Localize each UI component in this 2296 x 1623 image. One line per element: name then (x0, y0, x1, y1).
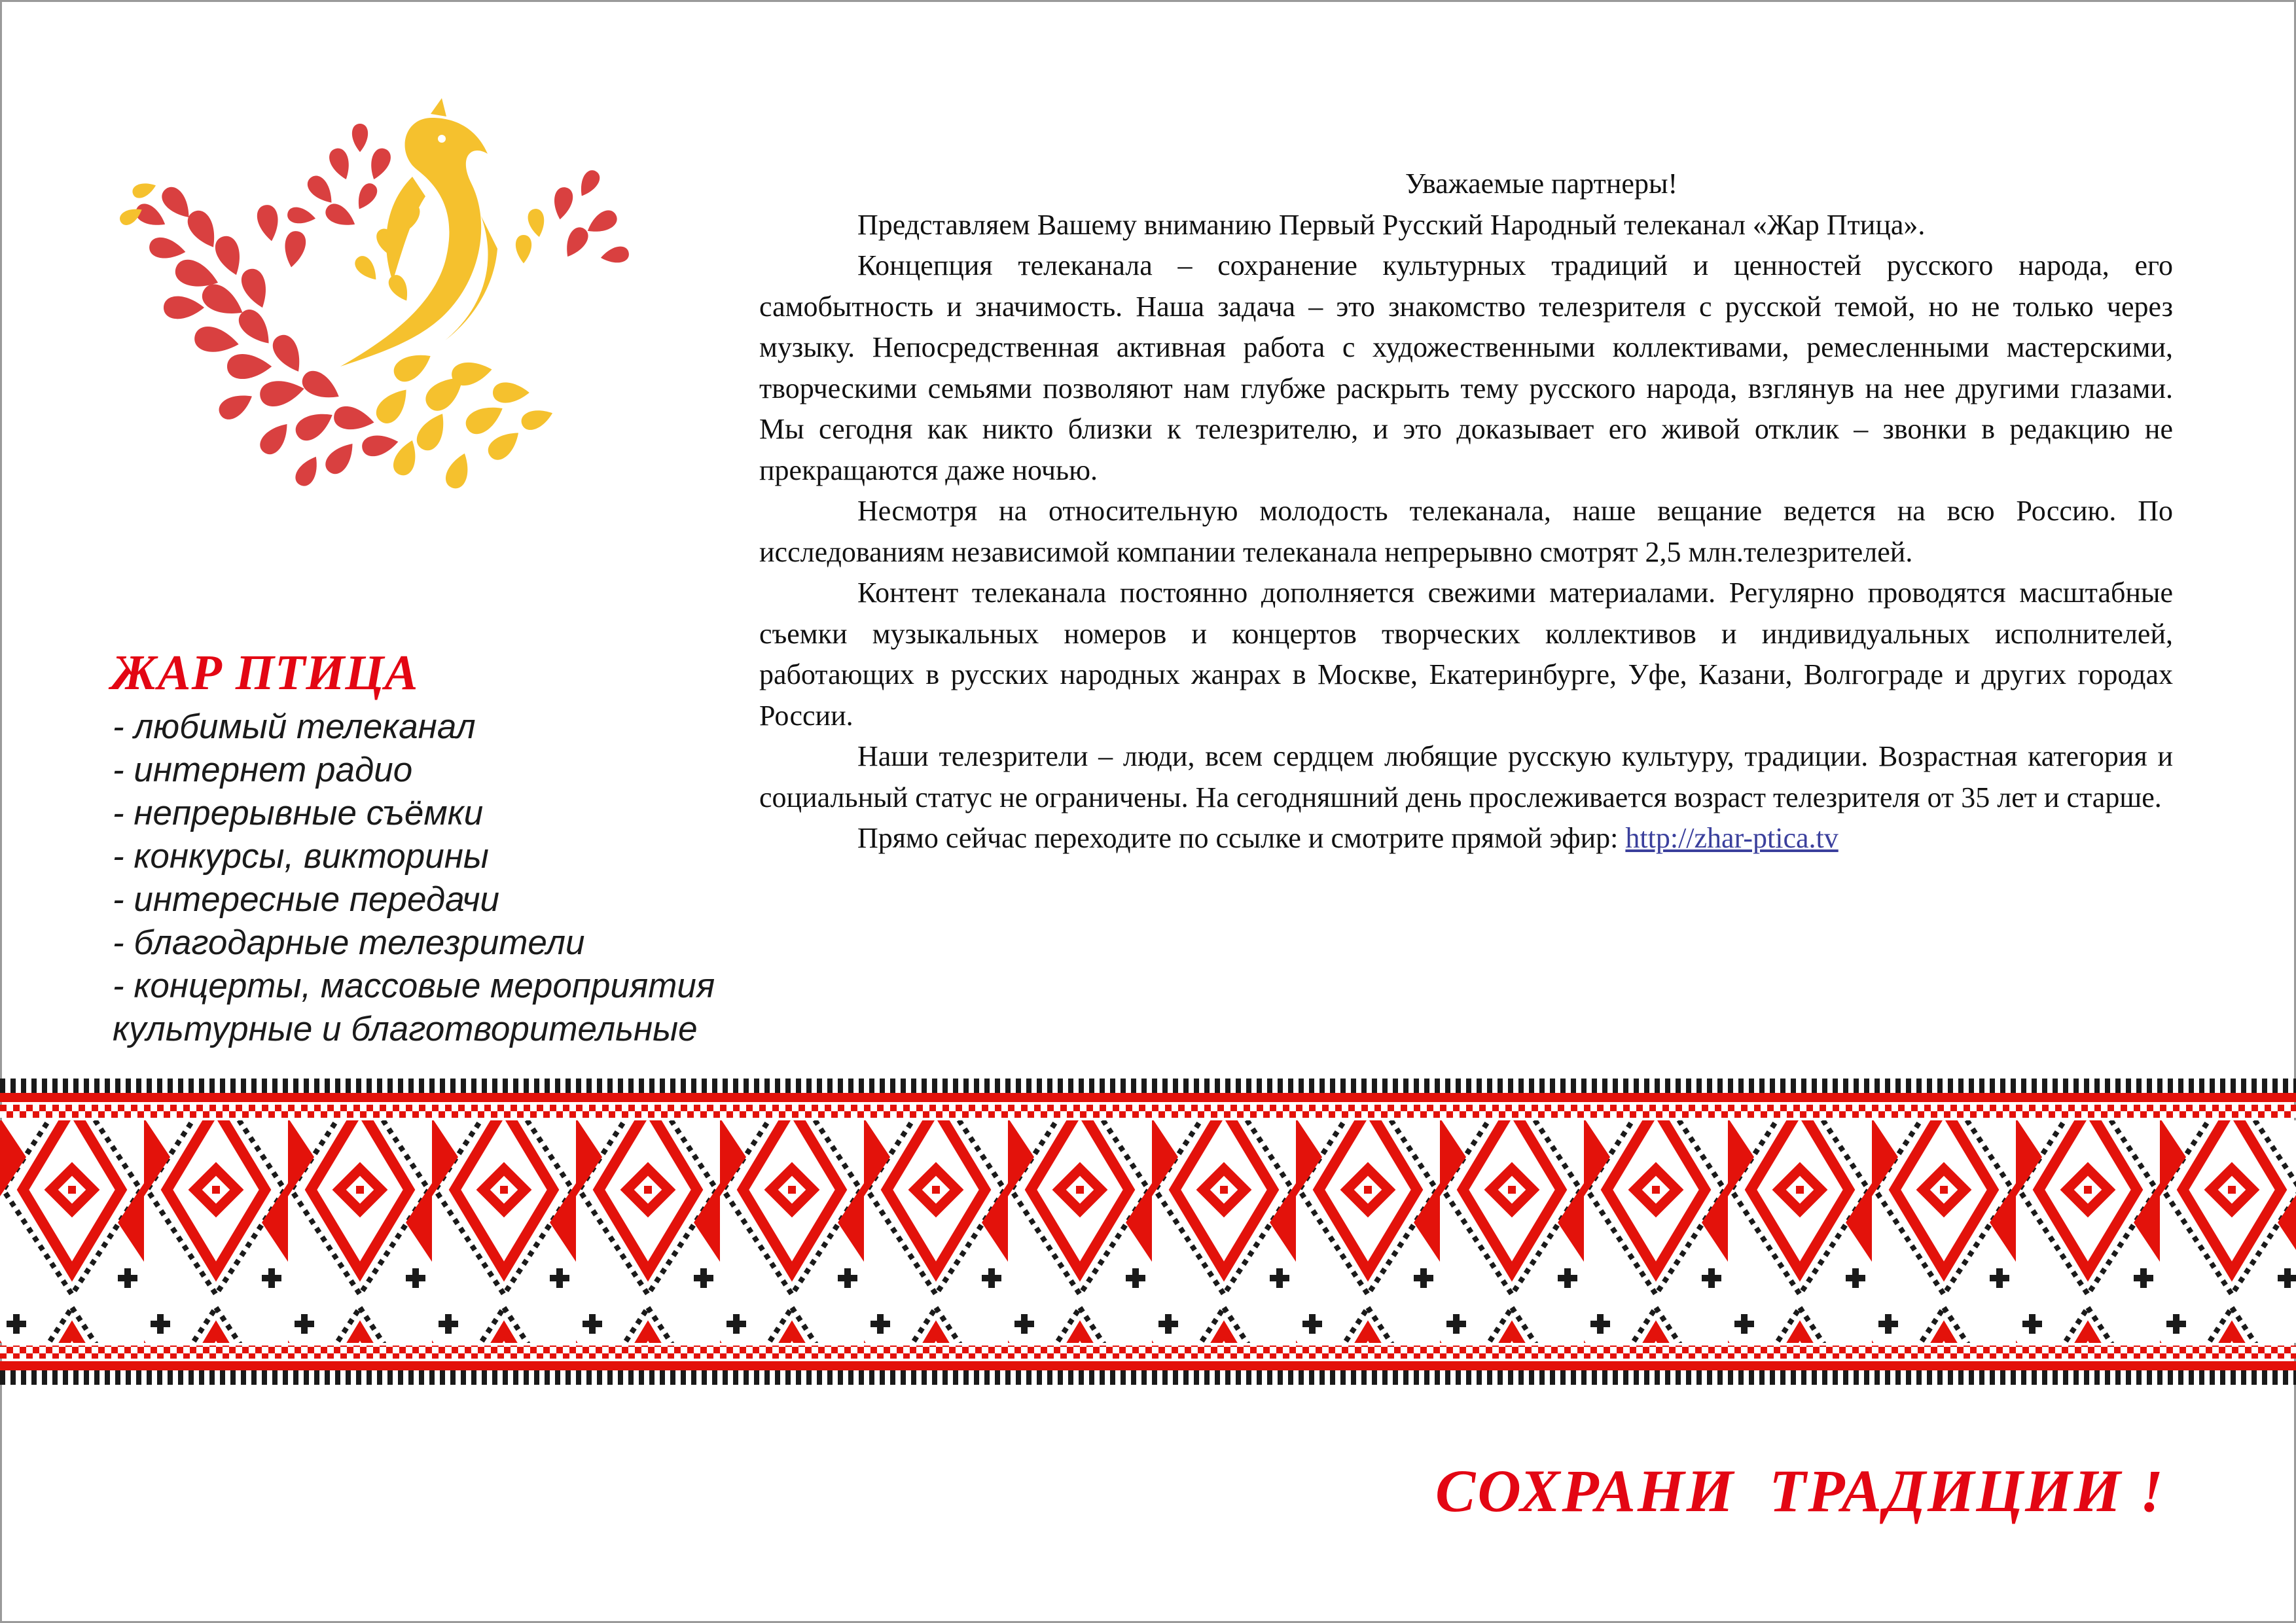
petal-shape (389, 346, 436, 386)
petal-shape (192, 325, 241, 357)
petal-shape (268, 330, 308, 377)
petal-shape (148, 236, 187, 262)
petal-shape (281, 230, 308, 269)
feature-item: культурные и благотворительные (113, 1010, 698, 1048)
letter-greeting: Уважаемые партнеры! (1405, 168, 1678, 200)
petal-shape (450, 358, 493, 387)
brand-title: ЖАР ПТИЦА (111, 645, 419, 700)
petal-shape (351, 253, 382, 285)
petal-shape (291, 405, 338, 445)
feature-item: - любимый телеканал (113, 707, 476, 746)
petal-shape (386, 272, 414, 305)
petal-shape (560, 224, 592, 261)
live-stream-link[interactable]: http://zhar-ptica.tv (1625, 822, 1839, 854)
petal-shape (256, 418, 295, 459)
letter-paragraph: Несмотря на относительную молодость телеканала, наше вещание ведется на всю Россию. По исследованиям независимой компании телеканала непрерывно смотрят 2,5 млн.телезрителей. (759, 495, 2173, 568)
petal-shape (286, 205, 317, 226)
petal-shape (442, 450, 474, 491)
petal-shape (258, 376, 306, 408)
petal-shape (238, 266, 273, 312)
letter-paragraph: Наши телезрители – люди, всем сердцем любящие русскую культуру, традиции. Возрастная категория и социальный статус не ограничены. На сегодняшний день прослеживается возраст телезрителя от 35 лет и старше. (759, 740, 2173, 813)
firebird-icon (105, 92, 655, 517)
petal-shape (365, 146, 393, 183)
petal-shape (551, 186, 575, 221)
petal-shape (461, 399, 508, 438)
slogan: СОХРАНИ ТРАДИЦИИ ! (1435, 1457, 2165, 1524)
petal-shape (600, 245, 630, 265)
petal-shape (484, 425, 525, 465)
petal-shape (493, 382, 529, 402)
petal-shape (583, 207, 620, 239)
feature-item: - конкурсы, викторины (113, 837, 489, 876)
petal-shape (227, 354, 272, 379)
partner-letter (759, 164, 2173, 859)
petal-shape (298, 366, 344, 406)
petal-shape (215, 387, 257, 423)
petal-shape (352, 181, 380, 213)
cta-text: Прямо сейчас переходите по ссылке и смотрите прямой эфир: (857, 822, 1626, 854)
feature-item: - благодарные телезрители (113, 923, 585, 962)
petal-shape (211, 233, 247, 279)
letter-paragraph: Концепция телеканала – сохранение культурных традиций и ценностей русского народа, его самобытность и значимость. Наша задача – это знакомство телезрителя с русской темой, но не только через музыку. Непосредственная активная работа с художественными коллективами, ремесленными мастерскими, творческими семьями позволяют нам глубже раскрыть тему русского народа, взглянув на нее другими глазами. Мы сегодня как никто близки к телезрителю, и это доказывает его живой отклик – звонки в редакцию не прекращаются даже ночью. (759, 249, 2173, 486)
petal-shape (412, 408, 452, 455)
petal-shape (361, 432, 400, 458)
letter-paragraph: Контент телеканала постоянно дополняется свежими материалами. Регулярно проводятся масштабные съемки музыкальных номеров и концертов творческих коллективов и индивидуальных исполнителей, работающих в русских народных жанрах в Москве, Екатеринбурге, Уфе, Казани, Волгограде и других городах России. (759, 577, 2173, 732)
petal-shape (575, 168, 603, 200)
folk-embroidery-border (0, 1079, 2296, 1393)
feature-list (113, 705, 715, 1051)
feature-item: - непрерывные съёмки (113, 794, 484, 832)
petal-shape (352, 124, 368, 152)
petal-shape (332, 404, 376, 434)
petal-shape (255, 204, 281, 243)
petal-shape (321, 437, 361, 478)
letter-cta (759, 818, 2173, 859)
petal-shape (519, 404, 556, 433)
petal-shape (322, 200, 359, 232)
feature-item: - концерты, массовые мероприятия (113, 967, 715, 1005)
petal-shape (292, 452, 324, 490)
petal-shape (327, 146, 355, 183)
petal-shape (164, 296, 204, 319)
feature-item: - интернет радио (113, 751, 413, 789)
petal-shape (516, 235, 531, 263)
letter-paragraph: Представляем Вашему вниманию Первый Русский Народный телеканал «Жар Птица». (857, 208, 1926, 241)
petal-shape (371, 382, 414, 428)
petal-shape (131, 179, 158, 200)
petal-shape (304, 172, 338, 209)
petal-shape (526, 207, 547, 238)
feature-item: - интересные передачи (113, 880, 499, 919)
